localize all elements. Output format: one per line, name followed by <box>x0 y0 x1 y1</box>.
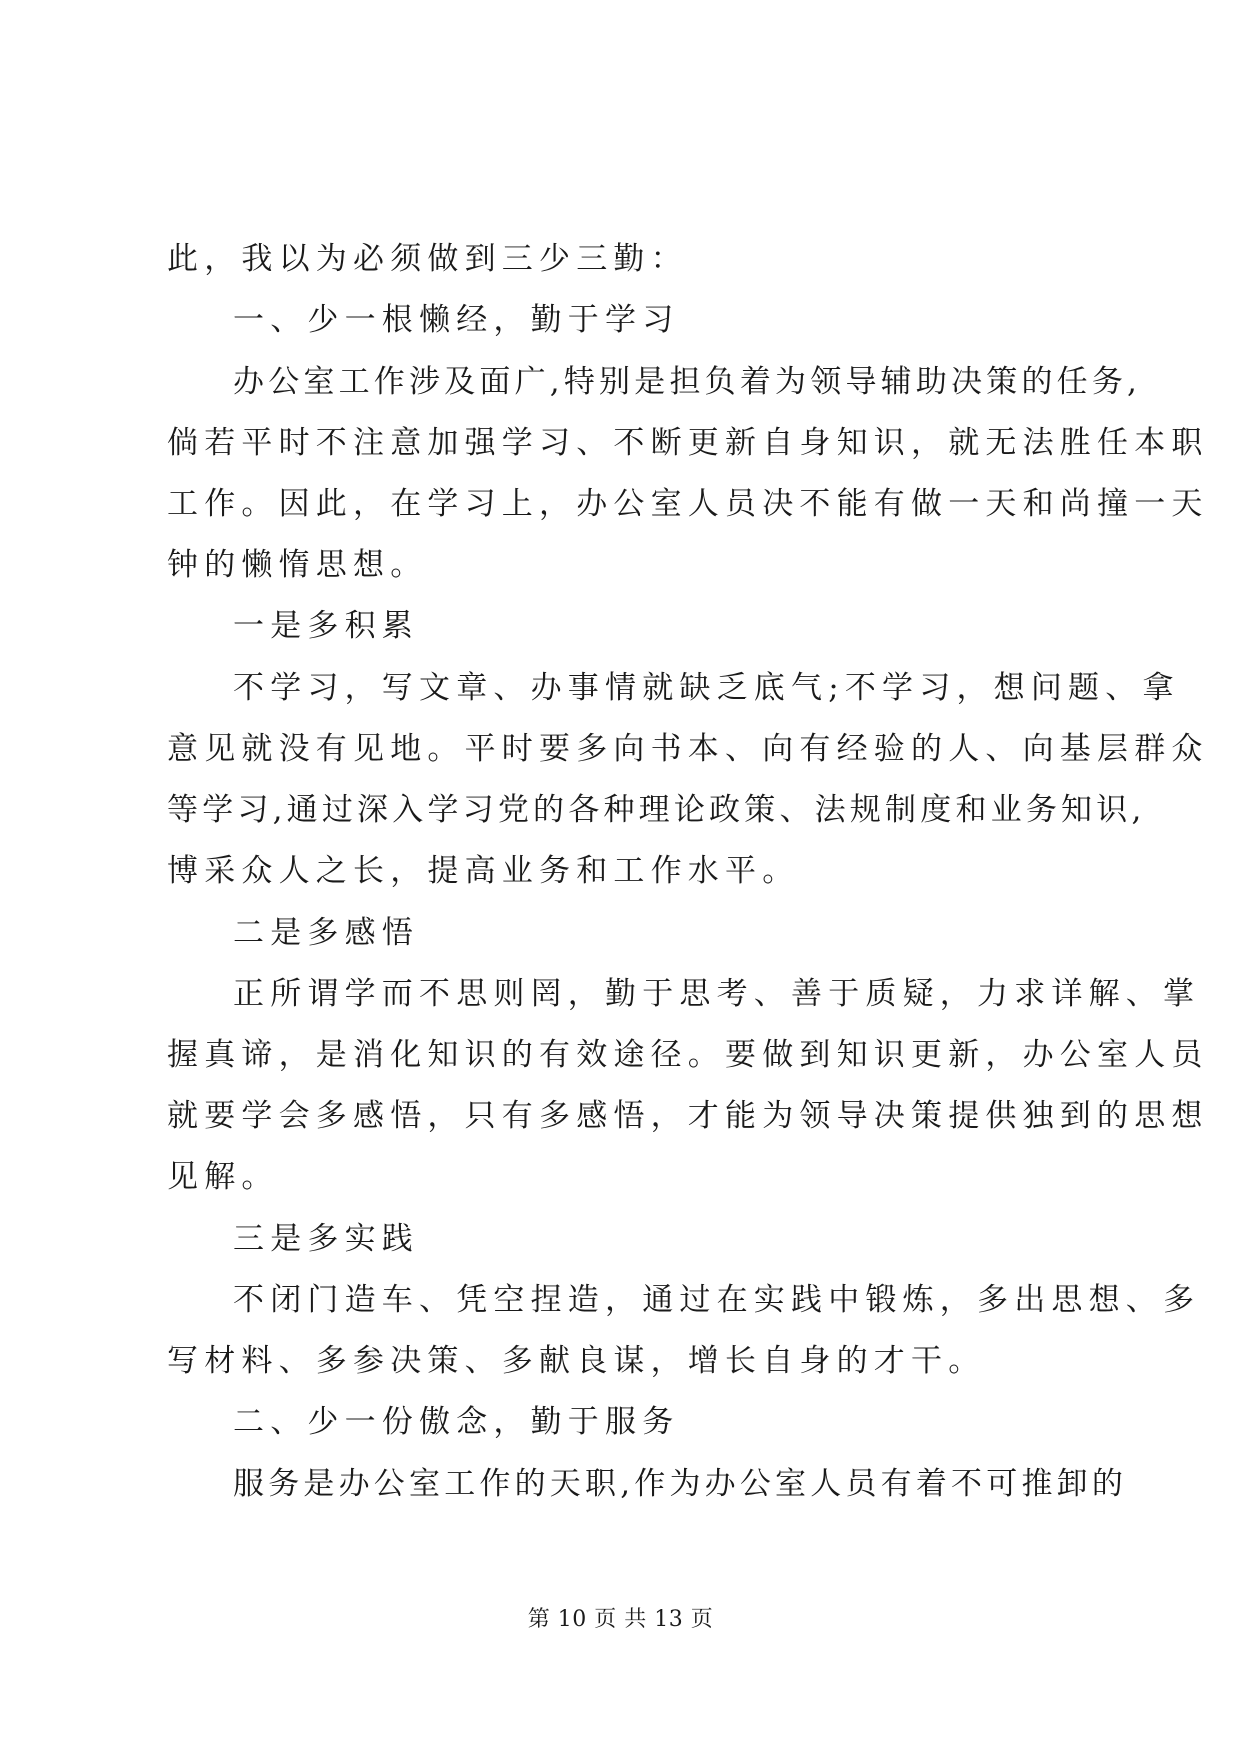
paragraph-line: 办公室工作涉及面广,特别是担负着为领导辅助决策的任务, <box>233 364 1142 400</box>
paragraph-line: 工作。因此，在学习上，办公室人员决不能有做一天和尚撞一天 <box>167 486 1209 522</box>
section-heading: 一、少一根懒经，勤于学习 <box>233 302 680 338</box>
paragraph-line: 写材料、多参决策、多献良谋，增长自身的才干。 <box>167 1343 986 1379</box>
paragraph-line: 钟的懒惰思想。 <box>167 547 428 583</box>
paragraph-line: 握真谛，是消化知识的有效途径。要做到知识更新，办公室人员 <box>167 1037 1209 1073</box>
paragraph-line: 意见就没有见地。平时要多向书本、向有经验的人、向基层群众 <box>167 731 1209 767</box>
sub-heading: 一是多积累 <box>233 608 419 644</box>
paragraph-line: 等学习,通过深入学习党的各种理论政策、法规制度和业务知识, <box>167 792 1146 828</box>
paragraph-line: 博采众人之长，提高业务和工作水平。 <box>167 853 800 889</box>
sub-heading: 三是多实践 <box>233 1221 419 1257</box>
paragraph-line: 倘若平时不注意加强学习、不断更新自身知识，就无法胜任本职 <box>167 425 1209 461</box>
text-line: 此，我以为必须做到三少三勤： <box>167 241 688 277</box>
page-number-footer: 第 10 页 共 13 页 <box>527 1607 714 1632</box>
paragraph-line: 服务是办公室工作的天职,作为办公室人员有着不可推卸的 <box>233 1466 1128 1502</box>
sub-heading: 二是多感悟 <box>233 915 419 951</box>
paragraph-line: 见解。 <box>167 1159 279 1195</box>
paragraph-line: 正所谓学而不思则罔，勤于思考、善于质疑，力求详解、掌 <box>233 976 1201 1012</box>
section-heading: 二、少一份傲念，勤于服务 <box>233 1404 680 1440</box>
paragraph-line: 不学习，写文章、办事情就缺乏底气;不学习，想问题、拿 <box>233 670 1180 706</box>
paragraph-line: 不闭门造车、凭空捏造，通过在实践中锻炼，多出思想、多 <box>233 1282 1201 1318</box>
paragraph-line: 就要学会多感悟，只有多感悟，才能为领导决策提供独到的思想 <box>167 1098 1209 1134</box>
